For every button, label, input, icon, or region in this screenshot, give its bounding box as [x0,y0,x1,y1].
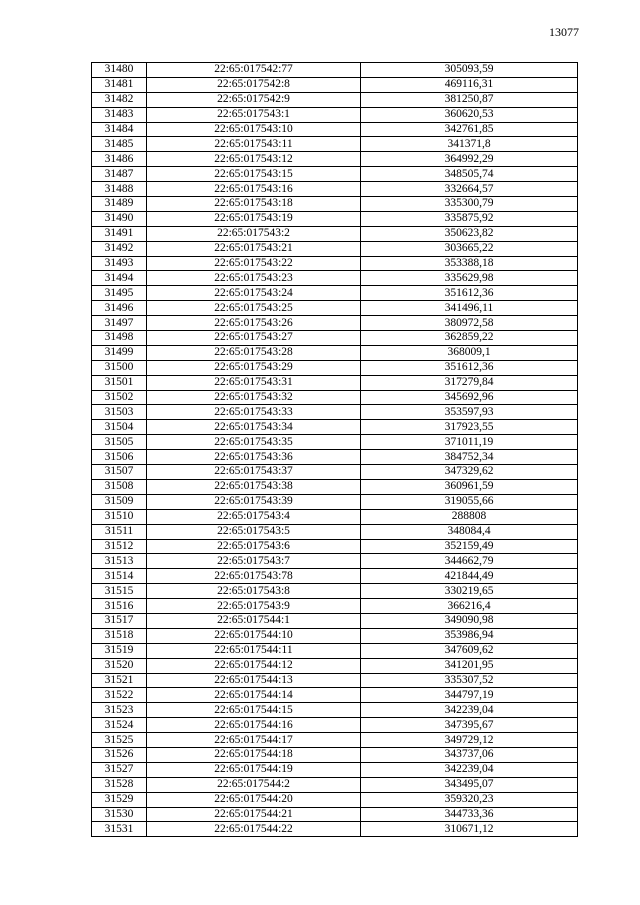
table-row [92,77,578,92]
row-number-cell: 31496 [92,301,147,316]
value-cell: 343737,06 [361,747,578,762]
value-cell: 347609,62 [361,643,578,658]
row-number-cell: 31503 [92,405,147,420]
row-number-cell: 31494 [92,271,147,286]
cadastral-number-cell: 22:65:017543:39 [147,494,361,509]
row-number-cell: 31517 [92,613,147,628]
cadastral-number-cell: 22:65:017543:29 [147,360,361,375]
row-number-cell: 31482 [92,92,147,107]
cadastral-number-cell: 22:65:017543:10 [147,122,361,137]
value-cell: 332664,57 [361,182,578,197]
row-number-cell: 31499 [92,345,147,360]
table-row [92,182,578,197]
value-cell: 317923,55 [361,420,578,435]
value-cell: 347395,67 [361,718,578,733]
row-number-cell: 31526 [92,747,147,762]
table-row [92,420,578,435]
table-row [92,286,578,301]
row-number-cell: 31521 [92,673,147,688]
table-row [92,733,578,748]
cadastral-number-cell: 22:65:017543:15 [147,167,361,182]
cadastral-number-cell: 22:65:017544:16 [147,718,361,733]
row-number-cell: 31489 [92,197,147,212]
table-row [92,167,578,182]
value-cell: 380972,58 [361,316,578,331]
cadastral-number-cell: 22:65:017544:14 [147,688,361,703]
cadastral-number-cell: 22:65:017544:21 [147,807,361,822]
row-number-cell: 31518 [92,628,147,643]
row-number-cell: 31505 [92,435,147,450]
value-cell: 335300,79 [361,197,578,212]
row-number-cell: 31525 [92,733,147,748]
cadastral-number-cell: 22:65:017544:17 [147,733,361,748]
table-row [92,658,578,673]
cadastral-number-cell: 22:65:017543:12 [147,152,361,167]
cadastral-number-cell: 22:65:017542:8 [147,77,361,92]
value-cell: 351612,36 [361,286,578,301]
value-cell: 335307,52 [361,673,578,688]
table-row [92,331,578,346]
value-cell: 381250,87 [361,92,578,107]
table-row [92,822,578,837]
value-cell: 342761,85 [361,122,578,137]
table-row [92,390,578,405]
row-number-cell: 31522 [92,688,147,703]
table-row [92,762,578,777]
cadastral-number-cell: 22:65:017543:27 [147,331,361,346]
row-number-cell: 31513 [92,554,147,569]
table-row [92,137,578,152]
table-row [92,554,578,569]
row-number-cell: 31481 [92,77,147,92]
data-table [91,62,578,837]
value-cell: 353597,93 [361,405,578,420]
row-number-cell: 31486 [92,152,147,167]
row-number-cell: 31524 [92,718,147,733]
row-number-cell: 31485 [92,137,147,152]
cadastral-number-cell: 22:65:017543:19 [147,211,361,226]
table-row [92,301,578,316]
row-number-cell: 31509 [92,494,147,509]
cadastral-number-cell: 22:65:017544:20 [147,792,361,807]
cadastral-number-cell: 22:65:017543:22 [147,256,361,271]
value-cell: 345692,96 [361,390,578,405]
row-number-cell: 31483 [92,107,147,122]
row-number-cell: 31506 [92,450,147,465]
row-number-cell: 31520 [92,658,147,673]
cadastral-number-cell: 22:65:017543:9 [147,599,361,614]
cadastral-number-cell: 22:65:017543:23 [147,271,361,286]
value-cell: 352159,49 [361,539,578,554]
row-number-cell: 31488 [92,182,147,197]
row-number-cell: 31491 [92,226,147,241]
cadastral-number-cell: 22:65:017543:32 [147,390,361,405]
table-row [92,152,578,167]
cadastral-number-cell: 22:65:017544:11 [147,643,361,658]
cadastral-number-cell: 22:65:017543:34 [147,420,361,435]
value-cell: 343495,07 [361,777,578,792]
value-cell: 348084,4 [361,524,578,539]
table-row [92,450,578,465]
table-body [92,63,578,837]
cadastral-number-cell: 22:65:017543:31 [147,375,361,390]
row-number-cell: 31527 [92,762,147,777]
table-row [92,643,578,658]
row-number-cell: 31502 [92,390,147,405]
row-number-cell: 31493 [92,256,147,271]
row-number-cell: 31500 [92,360,147,375]
cadastral-number-cell: 22:65:017543:1 [147,107,361,122]
table-row [92,494,578,509]
cadastral-number-cell: 22:65:017544:2 [147,777,361,792]
table-row [92,375,578,390]
row-number-cell: 31514 [92,569,147,584]
table-row [92,241,578,256]
value-cell: 303665,22 [361,241,578,256]
value-cell: 350623,82 [361,226,578,241]
table-row [92,569,578,584]
value-cell: 344733,36 [361,807,578,822]
row-number-cell: 31528 [92,777,147,792]
value-cell: 368009,1 [361,345,578,360]
value-cell: 371011,19 [361,435,578,450]
value-cell: 353986,94 [361,628,578,643]
cadastral-number-cell: 22:65:017542:9 [147,92,361,107]
row-number-cell: 31507 [92,465,147,480]
row-number-cell: 31492 [92,241,147,256]
page-number: 13077 [549,25,579,39]
table-row [92,479,578,494]
cadastral-number-cell: 22:65:017543:26 [147,316,361,331]
table-row [92,345,578,360]
table-row [92,792,578,807]
cadastral-number-cell: 22:65:017544:15 [147,703,361,718]
cadastral-number-cell: 22:65:017544:13 [147,673,361,688]
row-number-cell: 31530 [92,807,147,822]
value-cell: 351612,36 [361,360,578,375]
cadastral-number-cell: 22:65:017543:8 [147,584,361,599]
cadastral-number-cell: 22:65:017543:24 [147,286,361,301]
cadastral-number-cell: 22:65:017544:1 [147,613,361,628]
value-cell: 364992,29 [361,152,578,167]
row-number-cell: 31504 [92,420,147,435]
row-number-cell: 31523 [92,703,147,718]
cadastral-number-cell: 22:65:017543:28 [147,345,361,360]
table-row [92,316,578,331]
cadastral-number-cell: 22:65:017543:6 [147,539,361,554]
value-cell: 349729,12 [361,733,578,748]
value-cell: 341371,8 [361,137,578,152]
row-number-cell: 31490 [92,211,147,226]
table-row [92,747,578,762]
value-cell: 342239,04 [361,762,578,777]
table-row [92,584,578,599]
cadastral-number-cell: 22:65:017543:2 [147,226,361,241]
value-cell: 347329,62 [361,465,578,480]
value-cell: 360961,59 [361,479,578,494]
row-number-cell: 31487 [92,167,147,182]
table-row [92,256,578,271]
cadastral-number-cell: 22:65:017543:35 [147,435,361,450]
cadastral-number-cell: 22:65:017544:10 [147,628,361,643]
cadastral-number-cell: 22:65:017543:38 [147,479,361,494]
value-cell: 341496,11 [361,301,578,316]
table-row [92,360,578,375]
row-number-cell: 31484 [92,122,147,137]
value-cell: 344662,79 [361,554,578,569]
value-cell: 349090,98 [361,613,578,628]
cadastral-number-cell: 22:65:017543:78 [147,569,361,584]
cadastral-number-cell: 22:65:017544:12 [147,658,361,673]
row-number-cell: 31510 [92,509,147,524]
table-row [92,271,578,286]
cadastral-number-cell: 22:65:017544:19 [147,762,361,777]
value-cell: 348505,74 [361,167,578,182]
cadastral-number-cell: 22:65:017542:77 [147,63,361,78]
table-row [92,688,578,703]
value-cell: 288808 [361,509,578,524]
cadastral-number-cell: 22:65:017543:5 [147,524,361,539]
table-row [92,628,578,643]
value-cell: 305093,59 [361,63,578,78]
table-row [92,435,578,450]
table-row [92,524,578,539]
row-number-cell: 31511 [92,524,147,539]
value-cell: 342239,04 [361,703,578,718]
value-cell: 330219,65 [361,584,578,599]
row-number-cell: 31501 [92,375,147,390]
value-cell: 366216,4 [361,599,578,614]
table-row [92,673,578,688]
table-row [92,197,578,212]
table-row [92,226,578,241]
cadastral-number-cell: 22:65:017543:37 [147,465,361,480]
value-cell: 317279,84 [361,375,578,390]
value-cell: 353388,18 [361,256,578,271]
row-number-cell: 31495 [92,286,147,301]
value-cell: 335629,98 [361,271,578,286]
cadastral-number-cell: 22:65:017543:18 [147,197,361,212]
table-row [92,509,578,524]
row-number-cell: 31519 [92,643,147,658]
table-row [92,539,578,554]
table-row [92,465,578,480]
cadastral-number-cell: 22:65:017543:21 [147,241,361,256]
table-row [92,107,578,122]
table-row [92,718,578,733]
table-row [92,211,578,226]
value-cell: 344797,19 [361,688,578,703]
row-number-cell: 31480 [92,63,147,78]
table-row [92,703,578,718]
value-cell: 341201,95 [361,658,578,673]
row-number-cell: 31508 [92,479,147,494]
table-row [92,122,578,137]
value-cell: 421844,49 [361,569,578,584]
table-row [92,405,578,420]
table-row [92,613,578,628]
cadastral-number-cell: 22:65:017543:36 [147,450,361,465]
cadastral-number-cell: 22:65:017543:11 [147,137,361,152]
table-row [92,807,578,822]
cadastral-number-cell: 22:65:017543:16 [147,182,361,197]
table-row [92,777,578,792]
cadastral-number-cell: 22:65:017543:7 [147,554,361,569]
cadastral-number-cell: 22:65:017544:22 [147,822,361,837]
row-number-cell: 31531 [92,822,147,837]
value-cell: 335875,92 [361,211,578,226]
value-cell: 310671,12 [361,822,578,837]
row-number-cell: 31515 [92,584,147,599]
value-cell: 384752,34 [361,450,578,465]
value-cell: 469116,31 [361,77,578,92]
table-row [92,92,578,107]
cadastral-number-cell: 22:65:017544:18 [147,747,361,762]
row-number-cell: 31498 [92,331,147,346]
table-row [92,599,578,614]
value-cell: 359320,23 [361,792,578,807]
row-number-cell: 31497 [92,316,147,331]
cadastral-number-cell: 22:65:017543:4 [147,509,361,524]
value-cell: 319055,66 [361,494,578,509]
value-cell: 362859,22 [361,331,578,346]
row-number-cell: 31516 [92,599,147,614]
cadastral-number-cell: 22:65:017543:33 [147,405,361,420]
table-row [92,63,578,78]
cadastral-number-cell: 22:65:017543:25 [147,301,361,316]
value-cell: 360620,53 [361,107,578,122]
row-number-cell: 31512 [92,539,147,554]
row-number-cell: 31529 [92,792,147,807]
